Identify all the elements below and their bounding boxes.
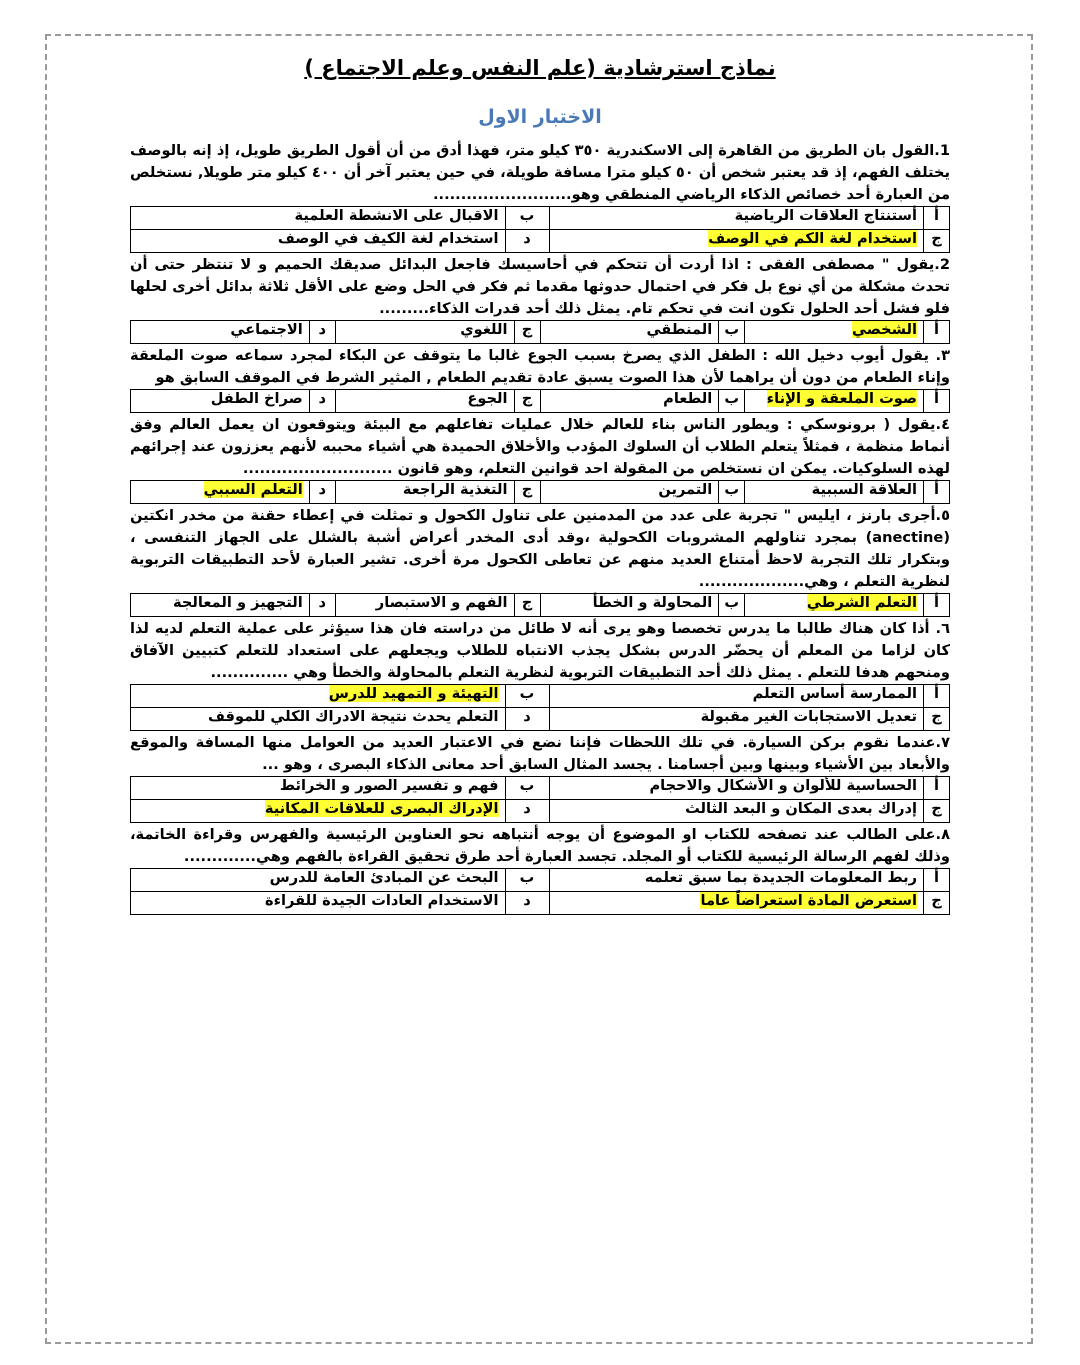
options-table <box>130 320 950 344</box>
option-text-answer: الإدراك البصرى للعلاقات المكانية <box>264 800 499 817</box>
option-text: استخدام لغة الكيف في الوصف <box>277 230 499 247</box>
option-letter: أ <box>924 207 950 230</box>
questions-list <box>130 140 950 915</box>
option-cell[interactable] <box>131 685 506 708</box>
option-cell[interactable] <box>131 594 310 617</box>
option-cell[interactable] <box>131 230 506 253</box>
option-cell[interactable] <box>131 869 506 892</box>
option-cell[interactable] <box>745 481 924 504</box>
option-cell[interactable] <box>131 321 310 344</box>
option-text: الجوع <box>467 390 508 407</box>
options-table <box>130 389 950 413</box>
option-text: التغذية الراجعة <box>402 481 508 498</box>
option-letter: ب <box>505 685 549 708</box>
option-letter: ب <box>505 869 549 892</box>
question-block <box>130 140 950 253</box>
option-text: المنطقي <box>646 321 713 338</box>
option-cell[interactable] <box>549 685 924 708</box>
option-letter: ج <box>924 708 950 731</box>
option-cell[interactable] <box>549 708 924 731</box>
option-text: الممارسة أساس التعلم <box>752 685 917 702</box>
question-block <box>130 732 950 823</box>
option-cell[interactable] <box>131 481 310 504</box>
option-letter: د <box>505 892 549 915</box>
options-table <box>130 684 950 731</box>
option-letter: أ <box>924 321 950 344</box>
option-text-answer: استخدام لغة الكم في الوصف <box>708 230 917 247</box>
exam-title: الاختبار الاول <box>478 106 602 128</box>
question-text: 2.يقول " مصطفى الفقى : اذا أردت أن تتحكم في أحاسيسك فاجعل البدائل صديقك الحميم و لا تنتظر حتى أن تحدث مشكلة من أي نوع بل فكر في احتمال حدوثها مقدما ثم فكر في الحل وضع على الأقل ثلاثة بدائل أخرى لحلها فلو فشل أحد الحلول تكون انت في تحكم تام. يمثل ذلك أحد قدرات الذكاء......... <box>130 256 950 317</box>
question-block <box>130 254 950 344</box>
option-text-answer: التعلم السببي <box>203 481 303 498</box>
option-cell[interactable] <box>745 390 924 413</box>
options-table <box>130 480 950 504</box>
option-letter: ج <box>514 594 540 617</box>
option-letter: د <box>309 390 335 413</box>
question-text: ٣. يقول أيوب دخيل الله : الطفل الذي يصرخ بسبب الجوع غالبا ما يتوقف عن البكاء لمجرد سماعه صوت الملعقة وإناء الطعام من دون أن يراهما لأن هذا الصوت يسبق عادة تقديم الطعام , المثير الشرط في الموقف السابق هو <box>130 347 950 386</box>
option-letter: أ <box>924 869 950 892</box>
option-text: الاستخدام العادات الجيدة للقراءة <box>264 892 499 909</box>
question-block <box>130 414 950 504</box>
document-page <box>130 50 950 916</box>
option-text-answer: التهيئة و التمهيد للدرس <box>328 685 499 702</box>
option-cell[interactable] <box>745 321 924 344</box>
option-letter: ج <box>924 800 950 823</box>
option-letter: ج <box>924 230 950 253</box>
option-cell[interactable] <box>549 777 924 800</box>
option-cell[interactable] <box>549 892 924 915</box>
option-letter: ب <box>719 481 745 504</box>
question-block <box>130 345 950 413</box>
option-text: الفهم و الاستبصار <box>375 594 508 611</box>
option-letter: ب <box>719 594 745 617</box>
option-text: التعلم يحدث نتيجة الادراك الكلي للموقف <box>208 708 499 725</box>
option-cell[interactable] <box>549 800 924 823</box>
option-letter: د <box>505 708 549 731</box>
option-letter: أ <box>924 685 950 708</box>
option-letter: د <box>309 481 335 504</box>
option-letter: أ <box>924 594 950 617</box>
question-text: ٤.يقول ( برونوسكي : ويطور الناس بناء للعالم خلال عمليات تفاعلهم مع البيئة ويتوقعون ان يعمل العالم وفق أنماط منظمة ، فمثلاً يتعلم الطلاب أن السلوك المؤدب والأخلاق الحميدة هي أشياء محببه لأنهم يعززون عند إجرائهم لهذه السلوكيات. يمكن ان نستخلص من المقولة احد قوانين التعلم، وهو قانون ........................... <box>130 416 950 477</box>
option-letter: د <box>505 800 549 823</box>
option-cell[interactable] <box>131 390 310 413</box>
option-text: ربط المعلومات الجديدة بما سبق تعلمه <box>644 869 917 886</box>
option-letter: ج <box>924 892 950 915</box>
option-text-answer: استعرض المادة استعراضاً عاما <box>700 892 917 909</box>
option-cell[interactable] <box>131 777 506 800</box>
option-letter: أ <box>924 777 950 800</box>
question-block <box>130 505 950 617</box>
option-cell[interactable] <box>131 800 506 823</box>
options-table <box>130 776 950 823</box>
option-text: العلاقة السببية <box>811 481 917 498</box>
option-letter: ب <box>505 207 549 230</box>
options-row <box>131 800 950 823</box>
document-title: نماذج استرشادية (علم النفس وعلم الاجتماع ) <box>304 56 776 80</box>
option-text: صراخ الطفل <box>210 390 303 407</box>
options-table <box>130 868 950 915</box>
options-row <box>131 777 950 800</box>
option-text: المحاولة و الخطأ <box>592 594 713 611</box>
option-cell[interactable] <box>131 892 506 915</box>
options-row <box>131 685 950 708</box>
option-text: أستنتاج العلاقات الرياضية <box>734 207 917 224</box>
question-text: ٦. أذا كان هناك طالبا ما يدرس تخصصا وهو يرى أنه لا طائل من دراسته فان هذا سيؤثر على عملية التعلم لديه لذا كان لزاما من المعلم أن يحضّر الدرس بشكل يجذب الانتباه للطلاب ويجعلهم على استعداد للتعلم كتبيين الآفاق ومنحهم هدفا للتعلم . يمثل ذلك أحد التطبيقات التربوية لنظرية التعلم بالمحاولة والخطأ وهي .............. <box>130 620 950 681</box>
option-text: الحساسية للألوان و الأشكال والاحجام <box>649 777 917 794</box>
options-row <box>131 708 950 731</box>
option-text: التمرين <box>658 481 713 498</box>
option-cell[interactable] <box>131 207 506 230</box>
option-cell[interactable] <box>335 481 514 504</box>
option-letter: ب <box>719 321 745 344</box>
question-block <box>130 824 950 915</box>
option-cell[interactable] <box>540 594 719 617</box>
option-text: إدراك بعدى المكان و البعد الثالث <box>685 800 917 817</box>
option-text: البحث عن المبادئ العامة للدرس <box>269 869 499 886</box>
option-letter: أ <box>924 390 950 413</box>
option-text: الاقبال على الانشطة العلمية <box>294 207 499 224</box>
question-block <box>130 618 950 731</box>
option-letter: ج <box>514 321 540 344</box>
option-cell[interactable] <box>549 230 924 253</box>
option-text-answer: صوت الملعقة و الإناء <box>766 390 917 407</box>
option-cell[interactable] <box>745 594 924 617</box>
options-table <box>130 206 950 253</box>
option-text-answer: التعلم الشرطي <box>806 594 917 611</box>
option-letter: د <box>309 594 335 617</box>
option-cell[interactable] <box>335 594 514 617</box>
options-table <box>130 593 950 617</box>
option-cell[interactable] <box>335 390 514 413</box>
option-letter: أ <box>924 481 950 504</box>
options-row <box>131 869 950 892</box>
option-letter: ج <box>514 390 540 413</box>
option-letter: ج <box>514 481 540 504</box>
option-cell[interactable] <box>131 708 506 731</box>
option-text: تعديل الاستجابات الغير مقبولة <box>700 708 917 725</box>
options-row <box>131 230 950 253</box>
options-row <box>131 390 950 413</box>
option-text: التجهيز و المعالجة <box>173 594 303 611</box>
question-text: ٨.على الطالب عند تصفحه للكتاب او الموضوع أن يوجه أنتباهه نحو العناوين الرئيسية والفهرس وقراءة الخاتمة، وذلك لفهم الرسالة الرئيسية للكتاب أو المجلد. تجسد العبارة أحد طرق تحقيق القراءة بالفهم وهي............. <box>130 826 950 865</box>
options-row <box>131 481 950 504</box>
option-cell[interactable] <box>549 869 924 892</box>
question-text: 1.القول بان الطريق من القاهرة إلى الاسكندرية ٣٥٠ كيلو متر، فهذا أدق من أن أقول الطريق طويل، إذ إنه بالوصف يختلف الفهم، إذ قد يعتبر شخص أن ٥٠ كيلو مترا مسافة طويلة، في حين يعتبر آخر أن ٤٠٠ كيلو متر طويلا, نستخلص من العبارة أحد خصائص الذكاء الرياضي المنطقي وهو......................... <box>130 142 951 203</box>
options-row <box>131 892 950 915</box>
option-text: اللغوي <box>460 321 508 338</box>
option-letter: د <box>505 230 549 253</box>
option-cell[interactable] <box>549 207 924 230</box>
option-letter: د <box>309 321 335 344</box>
option-text: فهم و تفسير الصور و الخرائط <box>279 777 499 794</box>
question-text: ٧.عندما نقوم بركن السيارة. في تلك اللحظات فإننا نضع في الاعتبار العديد من العوامل منها المسافة والموقع والأبعاد بين الأشياء وبينها وبين أجسامنا . يجسد المثال السابق أحد معانى الذكاء البصرى ، وهو ... <box>130 734 950 773</box>
options-row <box>131 207 950 230</box>
option-text: الاجتماعي <box>230 321 303 338</box>
option-cell[interactable] <box>540 390 719 413</box>
question-text: ٥.أجرى بارنز ، ايليس " تجربة على عدد من المدمنين على تناول الكحول و تمثلت في إعطاء حقنة من مخدر انكتين (anectine) بمجرد تناولهم المشروبات الكحولية ،وقد أدى المخدر أعراض أشبة بالشلل على الجهاز التنفسى ، وبتكرار تلك التجربة لاحظ أمتناع العديد منهم عن تعاطى الكحول مرة أخرى. تشير العبارة لأحد التطبيقات التربوية لنظرية التعلم ، وهي................... <box>130 507 950 590</box>
options-row <box>131 321 950 344</box>
option-letter: ب <box>505 777 549 800</box>
option-letter: ب <box>719 390 745 413</box>
option-cell[interactable] <box>335 321 514 344</box>
option-cell[interactable] <box>540 321 719 344</box>
option-cell[interactable] <box>540 481 719 504</box>
option-text-answer: الشخصي <box>852 321 917 338</box>
options-row <box>131 594 950 617</box>
option-text: الطعام <box>663 390 713 407</box>
